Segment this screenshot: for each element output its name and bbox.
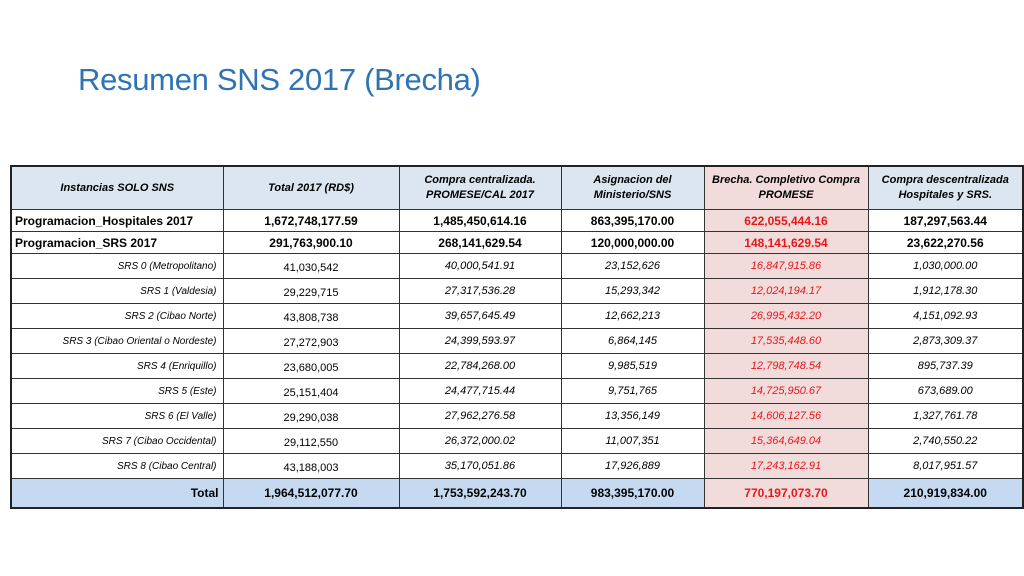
cell-compra-descentralizada: 1,327,761.78 [868, 404, 1023, 429]
page-title: Resumen SNS 2017 (Brecha) [78, 62, 481, 97]
cell-brecha: 12,798,748.54 [704, 354, 868, 379]
cell-asignacion: 13,356,149 [561, 404, 704, 429]
cell-total: 41,030,542 [223, 254, 399, 279]
total-cell-compra-centralizada: 1,753,592,243.70 [399, 479, 561, 509]
table-header-row [11, 166, 1023, 210]
header-asignacion: Asignacion del Ministerio/SNS [561, 166, 704, 210]
table-row [11, 454, 1023, 479]
cell-total: 43,808,738 [223, 304, 399, 329]
cell-compra-descentralizada: 895,737.39 [868, 354, 1023, 379]
total-cell-compra-descentralizada: 210,919,834.00 [868, 479, 1023, 509]
cell-brecha: 26,995,432.20 [704, 304, 868, 329]
cell-brecha: 622,055,444.16 [704, 210, 868, 232]
header-compra-centralizada: Compra centralizada. PROMESE/CAL 2017 [399, 166, 561, 210]
header-total: Total 2017 (RD$) [223, 166, 399, 210]
summary-table [10, 165, 1024, 509]
cell-brecha: 14,606,127.56 [704, 404, 868, 429]
total-cell-brecha: 770,197,073.70 [704, 479, 868, 509]
cell-brecha: 148,141,629.54 [704, 232, 868, 254]
cell-compra-centralizada: 22,784,268.00 [399, 354, 561, 379]
cell-asignacion: 120,000,000.00 [561, 232, 704, 254]
cell-asignacion: 12,662,213 [561, 304, 704, 329]
cell-compra-centralizada: 35,170,051.86 [399, 454, 561, 479]
cell-compra-centralizada: 26,372,000.02 [399, 429, 561, 454]
cell-brecha: 17,243,162.91 [704, 454, 868, 479]
cell-total: 29,229,715 [223, 279, 399, 304]
cell-compra-descentralizada: 8,017,951.57 [868, 454, 1023, 479]
cell-compra-descentralizada: 1,030,000.00 [868, 254, 1023, 279]
cell-compra-centralizada: 24,477,715.44 [399, 379, 561, 404]
cell-asignacion: 11,007,351 [561, 429, 704, 454]
cell-total: 23,680,005 [223, 354, 399, 379]
cell-compra-centralizada: 268,141,629.54 [399, 232, 561, 254]
table-row [11, 379, 1023, 404]
total-cell-asignacion: 983,395,170.00 [561, 479, 704, 509]
cell-asignacion: 6,864,145 [561, 329, 704, 354]
row-label: SRS 2 (Cibao Norte) [11, 304, 223, 329]
cell-total: 27,272,903 [223, 329, 399, 354]
cell-total: 1,672,748,177.59 [223, 210, 399, 232]
row-label: SRS 4 (Enriquillo) [11, 354, 223, 379]
cell-asignacion: 15,293,342 [561, 279, 704, 304]
row-label: SRS 6 (El Valle) [11, 404, 223, 429]
row-label: SRS 7 (Cibao Occidental) [11, 429, 223, 454]
cell-asignacion: 9,985,519 [561, 354, 704, 379]
row-label: SRS 3 (Cibao Oriental o Nordeste) [11, 329, 223, 354]
table-row [11, 232, 1023, 254]
cell-asignacion: 17,926,889 [561, 454, 704, 479]
table-row [11, 254, 1023, 279]
cell-compra-descentralizada: 2,740,550.22 [868, 429, 1023, 454]
table-row [11, 404, 1023, 429]
table-row [11, 429, 1023, 454]
cell-compra-centralizada: 39,657,645.49 [399, 304, 561, 329]
table-row [11, 210, 1023, 232]
table-row [11, 304, 1023, 329]
cell-total: 29,290,038 [223, 404, 399, 429]
cell-total: 25,151,404 [223, 379, 399, 404]
header-compra-descentralizada: Compra descentralizada Hospitales y SRS. [868, 166, 1023, 210]
table-row [11, 279, 1023, 304]
cell-asignacion: 863,395,170.00 [561, 210, 704, 232]
row-label: Programacion_Hospitales 2017 [11, 210, 223, 232]
cell-compra-centralizada: 27,317,536.28 [399, 279, 561, 304]
header-instancias: Instancias SOLO SNS [11, 166, 223, 210]
cell-compra-centralizada: 40,000,541.91 [399, 254, 561, 279]
row-label: SRS 8 (Cibao Central) [11, 454, 223, 479]
row-label: SRS 5 (Este) [11, 379, 223, 404]
cell-compra-descentralizada: 4,151,092.93 [868, 304, 1023, 329]
cell-total: 291,763,900.10 [223, 232, 399, 254]
cell-asignacion: 9,751,765 [561, 379, 704, 404]
cell-total: 43,188,003 [223, 454, 399, 479]
total-row [11, 479, 1023, 509]
cell-brecha: 12,024,194.17 [704, 279, 868, 304]
row-label: SRS 0 (Metropolitano) [11, 254, 223, 279]
total-label: Total [11, 479, 223, 509]
cell-brecha: 16,847,915.86 [704, 254, 868, 279]
cell-brecha: 14,725,950.67 [704, 379, 868, 404]
table-row [11, 329, 1023, 354]
cell-compra-descentralizada: 2,873,309.37 [868, 329, 1023, 354]
cell-brecha: 15,364,649.04 [704, 429, 868, 454]
cell-compra-centralizada: 1,485,450,614.16 [399, 210, 561, 232]
cell-compra-descentralizada: 23,622,270.56 [868, 232, 1023, 254]
table-row [11, 354, 1023, 379]
total-cell-total: 1,964,512,077.70 [223, 479, 399, 509]
row-label: Programacion_SRS 2017 [11, 232, 223, 254]
header-brecha: Brecha. Completivo Compra PROMESE [704, 166, 868, 210]
cell-asignacion: 23,152,626 [561, 254, 704, 279]
cell-total: 29,112,550 [223, 429, 399, 454]
cell-compra-descentralizada: 1,912,178.30 [868, 279, 1023, 304]
cell-compra-descentralizada: 673,689.00 [868, 379, 1023, 404]
row-label: SRS 1 (Valdesia) [11, 279, 223, 304]
cell-compra-centralizada: 24,399,593.97 [399, 329, 561, 354]
cell-brecha: 17,535,448.60 [704, 329, 868, 354]
cell-compra-descentralizada: 187,297,563.44 [868, 210, 1023, 232]
cell-compra-centralizada: 27,962,276.58 [399, 404, 561, 429]
